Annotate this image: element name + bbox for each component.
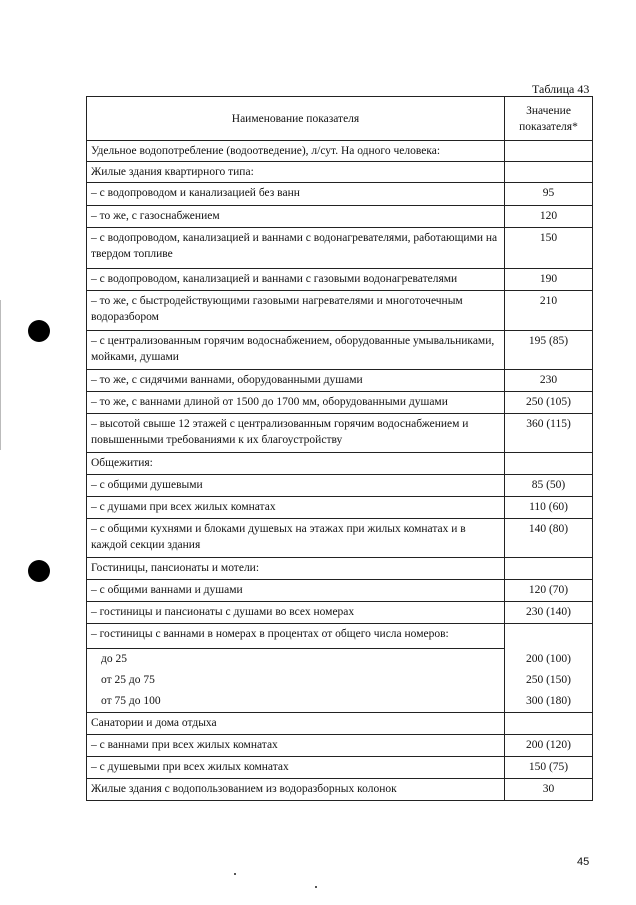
row-value xyxy=(505,141,593,162)
row-value: 95 xyxy=(505,183,593,206)
table-row xyxy=(87,735,593,757)
table-row xyxy=(87,713,593,735)
row-label: – с водопроводом, канализацией и ваннами с водонагревателями, работающими на твердом топливе xyxy=(87,228,505,269)
water-consumption-table xyxy=(86,96,593,801)
row-value: 210 xyxy=(505,291,593,331)
row-label: – высотой свыше 12 этажей с централизованным горячим водоснабжением и повышенными требованиями к их благоустройству xyxy=(87,414,505,453)
row-value: 195 (85) xyxy=(505,331,593,370)
table-row xyxy=(87,414,593,453)
row-label: – то же, с ваннами длиной от 1500 до 1700 мм, оборудованными душами xyxy=(87,392,505,414)
table-row xyxy=(87,162,593,183)
row-value: 30 xyxy=(505,779,593,801)
row-label: – с водопроводом, канализацией и ваннами с газовыми водонагревателями xyxy=(87,269,505,291)
punch-hole-mark xyxy=(28,560,50,582)
table-row xyxy=(87,580,593,602)
scan-speck xyxy=(315,886,317,888)
row-label: – с централизованным горячим водоснабжением, оборудованные умывальниками, мойками, душами xyxy=(87,331,505,370)
table-row xyxy=(87,453,593,475)
table-row xyxy=(87,228,593,269)
table-header-row xyxy=(87,97,593,141)
table-row xyxy=(87,370,593,392)
row-label: – то же, с газоснабжением xyxy=(87,206,505,228)
table-row xyxy=(87,183,593,206)
row-label: до 25 xyxy=(87,649,505,671)
row-label: Удельное водопотребление (водоотведение), л/сут. На одного человека: xyxy=(87,141,505,162)
row-label: Жилые здания квартирного типа: xyxy=(87,162,505,183)
table-row xyxy=(87,602,593,624)
table-row xyxy=(87,757,593,779)
row-value xyxy=(505,558,593,580)
row-value: 250 (150) xyxy=(505,670,593,691)
row-value xyxy=(505,453,593,475)
row-value: 200 (100) xyxy=(505,649,593,671)
row-label: – с общими душевыми xyxy=(87,475,505,497)
table-row xyxy=(87,291,593,331)
row-label: – с водопроводом и канализацией без ванн xyxy=(87,183,505,206)
row-label: Жилые здания с водопользованием из водоразборных колонок xyxy=(87,779,505,801)
table-row xyxy=(87,392,593,414)
row-label: – с душевыми при всех жилых комнатах xyxy=(87,757,505,779)
row-label: – с душами при всех жилых комнатах xyxy=(87,497,505,519)
row-value xyxy=(505,162,593,183)
row-label: Гостиницы, пансионаты и мотели: xyxy=(87,558,505,580)
header-indicator-value: Значение показателя* xyxy=(505,97,593,141)
table-row xyxy=(87,649,593,671)
table-row xyxy=(87,691,593,713)
table-row xyxy=(87,519,593,558)
scan-edge-mark xyxy=(0,300,1,450)
table-row xyxy=(87,206,593,228)
row-value xyxy=(505,624,593,649)
row-label: от 75 до 100 xyxy=(87,691,505,713)
row-value: 300 (180) xyxy=(505,691,593,713)
row-label: – с общими кухнями и блоками душевых на этажах при жилых комнатах и в каждой секции здания xyxy=(87,519,505,558)
row-value: 110 (60) xyxy=(505,497,593,519)
punch-hole-mark xyxy=(28,320,50,342)
row-value: 120 xyxy=(505,206,593,228)
table-row xyxy=(87,141,593,162)
scan-speck xyxy=(234,873,236,875)
table-caption: Таблица 43 xyxy=(532,82,590,96)
table-row xyxy=(87,497,593,519)
row-label: – с ваннами при всех жилых комнатах xyxy=(87,735,505,757)
table-row xyxy=(87,331,593,370)
row-value: 150 xyxy=(505,228,593,269)
table-row xyxy=(87,475,593,497)
row-value: 85 (50) xyxy=(505,475,593,497)
row-value: 360 (115) xyxy=(505,414,593,453)
row-value: 150 (75) xyxy=(505,757,593,779)
row-label: – гостиницы и пансионаты с душами во всех номерах xyxy=(87,602,505,624)
row-value: 190 xyxy=(505,269,593,291)
row-value: 230 xyxy=(505,370,593,392)
table-row xyxy=(87,670,593,691)
row-label: – гостиницы с ваннами в номерах в процентах от общего числа номеров: xyxy=(87,624,505,649)
row-value xyxy=(505,713,593,735)
row-value: 200 (120) xyxy=(505,735,593,757)
table-row xyxy=(87,779,593,801)
row-label: Общежития: xyxy=(87,453,505,475)
header-indicator-name: Наименование показателя xyxy=(87,97,505,141)
row-label: от 25 до 75 xyxy=(87,670,505,691)
table-row xyxy=(87,558,593,580)
table-body xyxy=(87,141,593,801)
row-value: 120 (70) xyxy=(505,580,593,602)
row-label: – то же, с быстродействующими газовыми нагревателями и многоточечным водоразбором xyxy=(87,291,505,331)
row-label: Санатории и дома отдыха xyxy=(87,713,505,735)
row-value: 250 (105) xyxy=(505,392,593,414)
page-number: 45 xyxy=(577,856,590,868)
row-value: 140 (80) xyxy=(505,519,593,558)
row-label: – то же, с сидячими ваннами, оборудованными душами xyxy=(87,370,505,392)
row-label: – с общими ваннами и душами xyxy=(87,580,505,602)
row-value: 230 (140) xyxy=(505,602,593,624)
table-row xyxy=(87,269,593,291)
table-row xyxy=(87,624,593,649)
